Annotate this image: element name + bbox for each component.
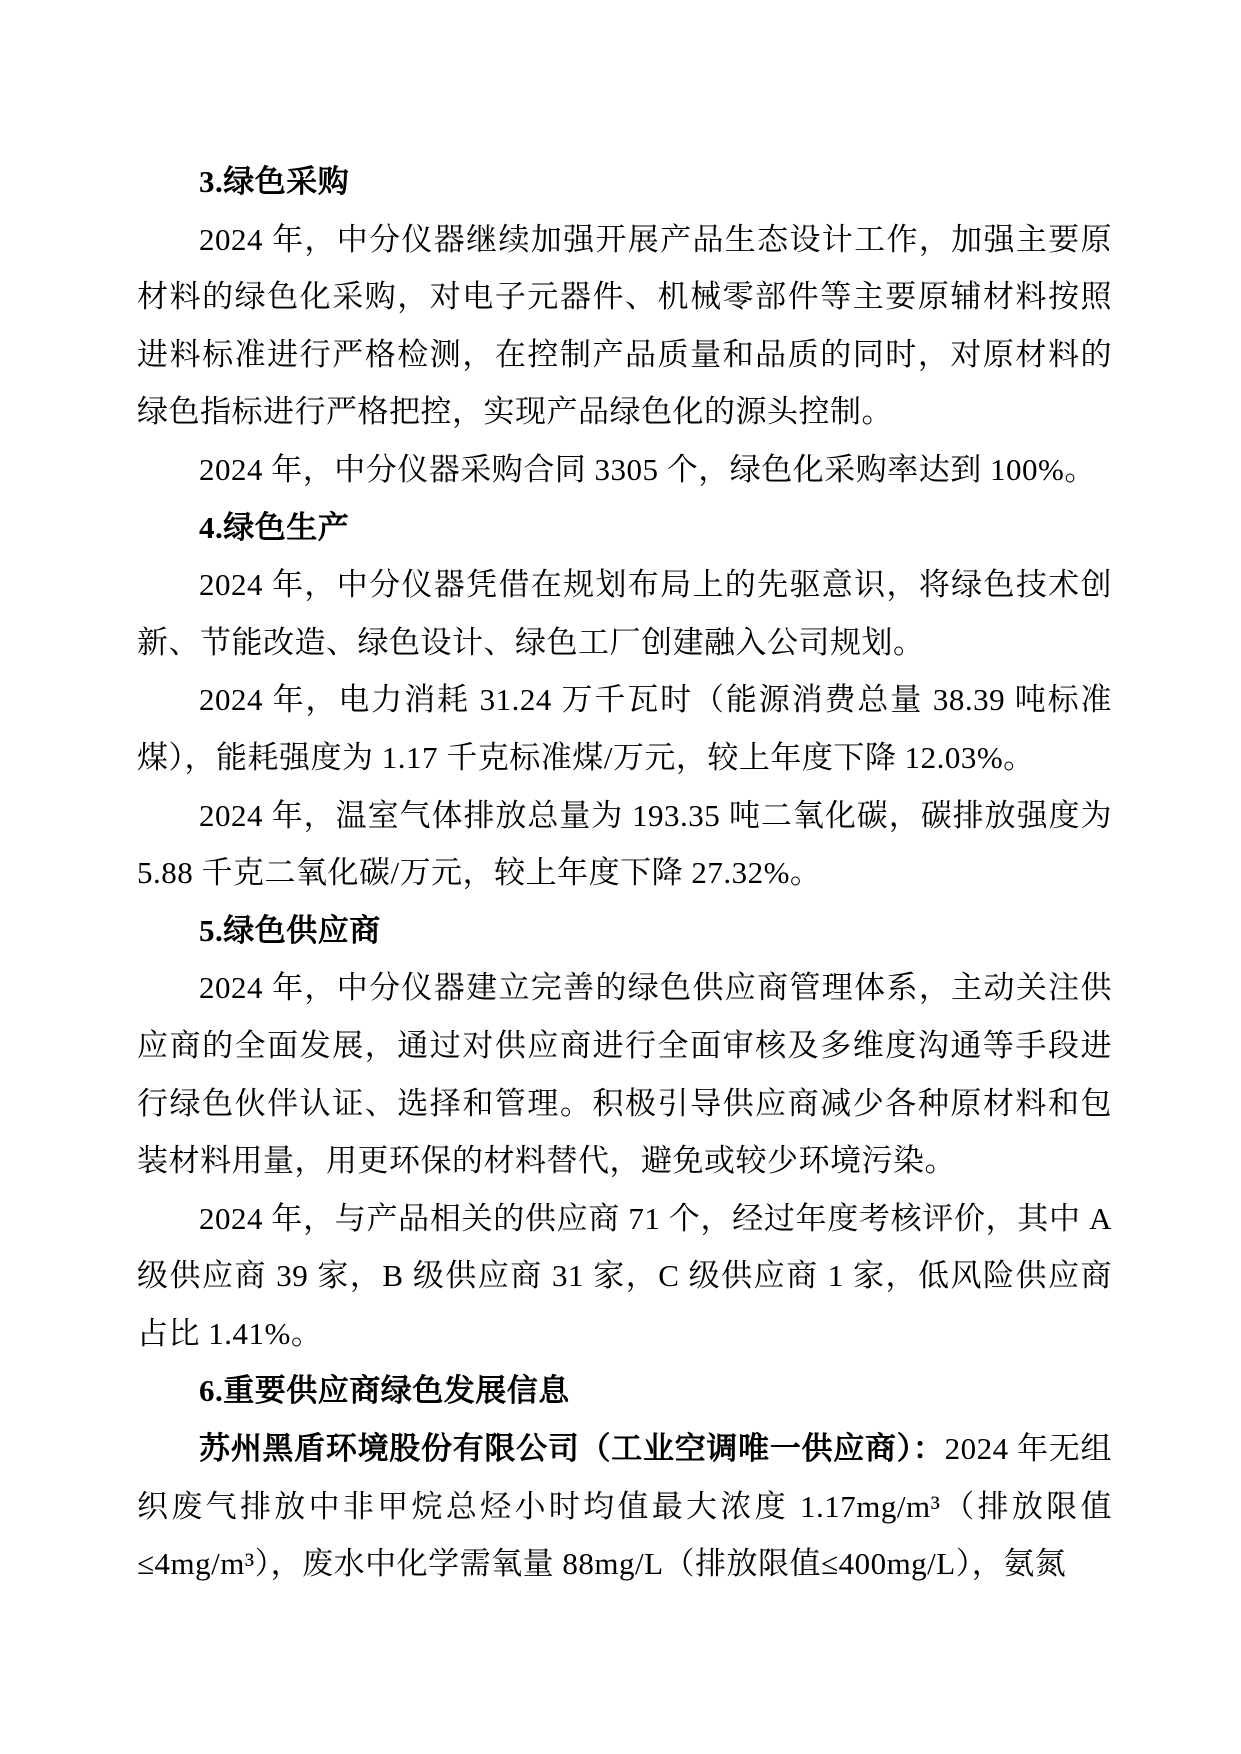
supplier-emission-text: 2024 年无组织废气排放中非甲烷总烃小时均值最大浓度 1.17mg/m³（排放限值≤4mg/m³），废水中化学需氧量 88mg/L（排放限值≤400mg/L），氨氮 <box>137 1431 1112 1582</box>
document-content <box>137 153 1112 1593</box>
section-heading-key-supplier-info: 6.重要供应商绿色发展信息 <box>199 1373 570 1409</box>
paragraph-green-procurement-detail: 2024 年，中分仪器继续加强开展产品生态设计工作，加强主要原材料的绿色化采购，对电子元器件、机械零部件等主要原辅材料按照进料标准进行严格检测，在控制产品质量和品质的同时，对原材料的绿色指标进行严格把控，实现产品绿色化的源头控制。 <box>137 221 1112 430</box>
paragraph-supplier-ratings: 2024 年，与产品相关的供应商 71 个，经过年度考核评价，其中 A 级供应商 39 家，B 级供应商 31 家，C 级供应商 1 家，低风险供应商占比 1.41%。 <box>137 1200 1112 1351</box>
section-heading-green-production: 4.绿色生产 <box>199 509 350 545</box>
section-heading-green-suppliers: 5.绿色供应商 <box>199 912 381 948</box>
supplier-name-lead: 苏州黑盾环境股份有限公司（工业空调唯一供应商）： <box>199 1431 945 1467</box>
paragraph-key-supplier-detail <box>137 1420 1112 1593</box>
paragraph-production-planning: 2024 年，中分仪器凭借在规划布局上的先驱意识，将绿色技术创新、节能改造、绿色设计、绿色工厂创建融入公司规划。 <box>137 567 1112 660</box>
paragraph-ghg-emissions: 2024 年，温室气体排放总量为 193.35 吨二氧化碳，碳排放强度为 5.88 千克二氧化碳/万元，较上年度下降 27.32%。 <box>137 797 1112 891</box>
section-heading-green-procurement: 3.绿色采购 <box>199 164 350 199</box>
paragraph-energy-consumption: 2024 年，电力消耗 31.24 万千瓦时（能源消费总量 38.39 吨标准煤），能耗强度为 1.17 千克标准煤/万元，较上年度下降 12.03%。 <box>137 682 1112 775</box>
paragraph-supplier-management: 2024 年，中分仪器建立完善的绿色供应商管理体系，主动关注供应商的全面发展，通过对供应商进行全面审核及多维度沟通等手段进行绿色伙伴认证、选择和管理。积极引导供应商减少各种原材料和包装材料用量，用更环保的材料替代，避免或较少环境污染。 <box>137 970 1112 1179</box>
paragraph-procurement-stats: 2024 年，中分仪器采购合同 3305 个，绿色化采购率达到 100%。 <box>199 451 1096 487</box>
